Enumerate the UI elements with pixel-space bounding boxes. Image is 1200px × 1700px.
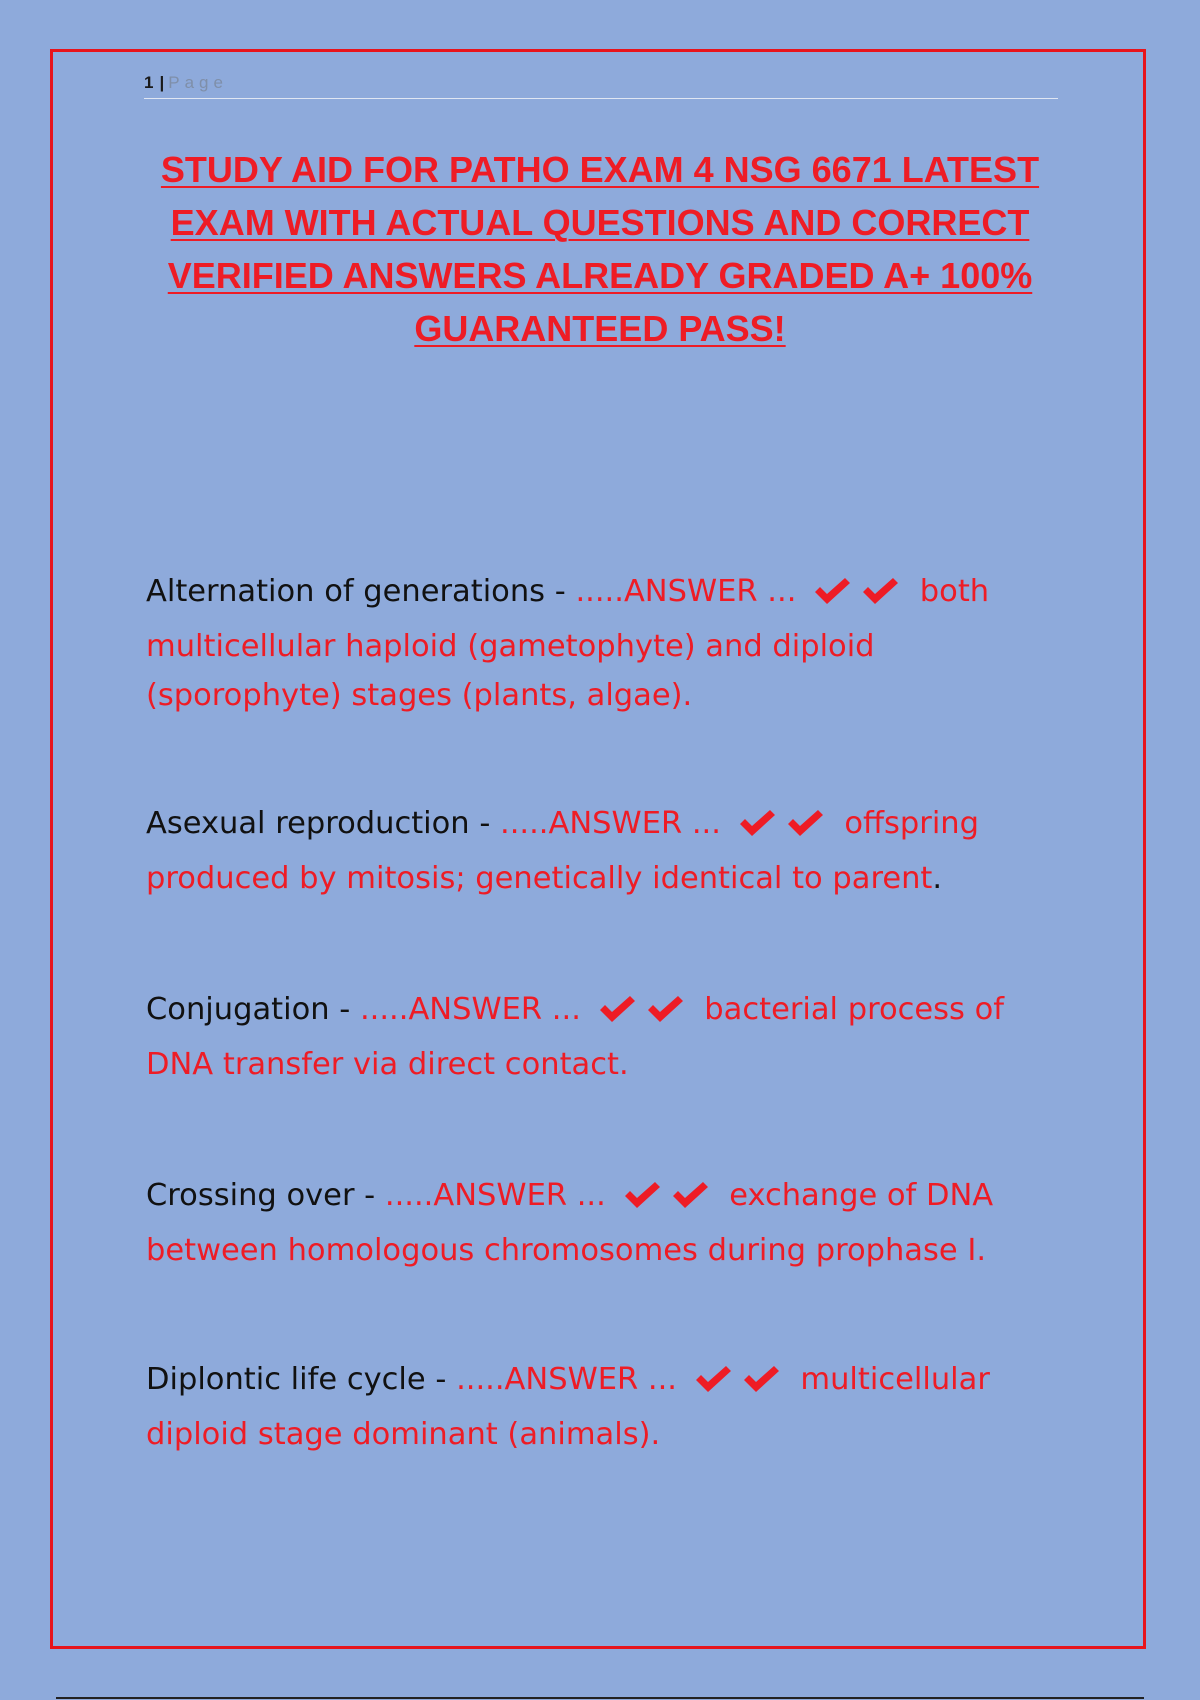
answer-marker: .....ANSWER ...	[359, 992, 581, 1027]
checkmark-icon	[645, 993, 685, 1025]
answer-marker: .....ANSWER ...	[456, 1362, 677, 1397]
checkmark-icon	[812, 575, 852, 607]
page-header	[144, 68, 1058, 99]
entry-answer: both multicellular haploid (gametophyte) and diploid (sporophyte) stages (plants, algae).	[146, 574, 990, 713]
double-check	[595, 991, 691, 1040]
checkmark-icon	[785, 807, 825, 839]
document-title: STUDY AID FOR PATHO EXAM 4 NSG 6671 LATEST EXAM WITH ACTUAL QUESTIONS AND CORRECT VERIFIED ANSWERS ALREADY GRADED A+ 100% GUARANTEED PASS!	[160, 149, 1040, 349]
double-check	[735, 805, 831, 854]
double-check	[810, 573, 906, 622]
checkmark-icon	[622, 1179, 662, 1211]
entry-term: Diplontic life cycle -	[146, 1362, 457, 1397]
qa-entry	[146, 1355, 1066, 1459]
page-number: 1	[144, 73, 154, 92]
qa-entry	[146, 1171, 1066, 1275]
checkmark-icon	[670, 1179, 710, 1211]
answer-marker: .....ANSWER ...	[384, 1178, 606, 1213]
checkmark-icon	[597, 993, 637, 1025]
qa-entry	[146, 985, 1066, 1089]
checkmark-icon	[860, 575, 900, 607]
entry-term: Conjugation -	[146, 992, 360, 1027]
double-check	[691, 1361, 787, 1410]
double-check	[620, 1177, 716, 1226]
entry-period: .	[932, 861, 943, 896]
checkmark-icon	[693, 1363, 733, 1395]
answer-marker: .....ANSWER ...	[500, 806, 721, 841]
entry-term: Crossing over -	[146, 1178, 385, 1213]
footer-rule	[56, 1697, 1144, 1699]
entry-answer: bacterial process of DNA transfer via direct contact.	[146, 992, 1005, 1082]
checkmark-icon	[737, 807, 777, 839]
entry-term: Asexual reproduction -	[146, 806, 501, 841]
page-separator: |	[159, 73, 165, 92]
qa-entry	[146, 567, 1066, 720]
answer-marker: .....ANSWER ...	[575, 574, 797, 609]
entry-answer: offspring produced by mitosis; genetically identical to parent	[146, 806, 979, 896]
entry-answer: exchange of DNA between homologous chromosomes during prophase I.	[146, 1178, 994, 1268]
qa-entry	[146, 799, 1066, 903]
checkmark-icon	[741, 1363, 781, 1395]
page-label: Page	[168, 73, 228, 92]
entry-term: Alternation of generations -	[146, 574, 576, 609]
entry-answer: multicellular diploid stage dominant (animals).	[146, 1362, 990, 1452]
